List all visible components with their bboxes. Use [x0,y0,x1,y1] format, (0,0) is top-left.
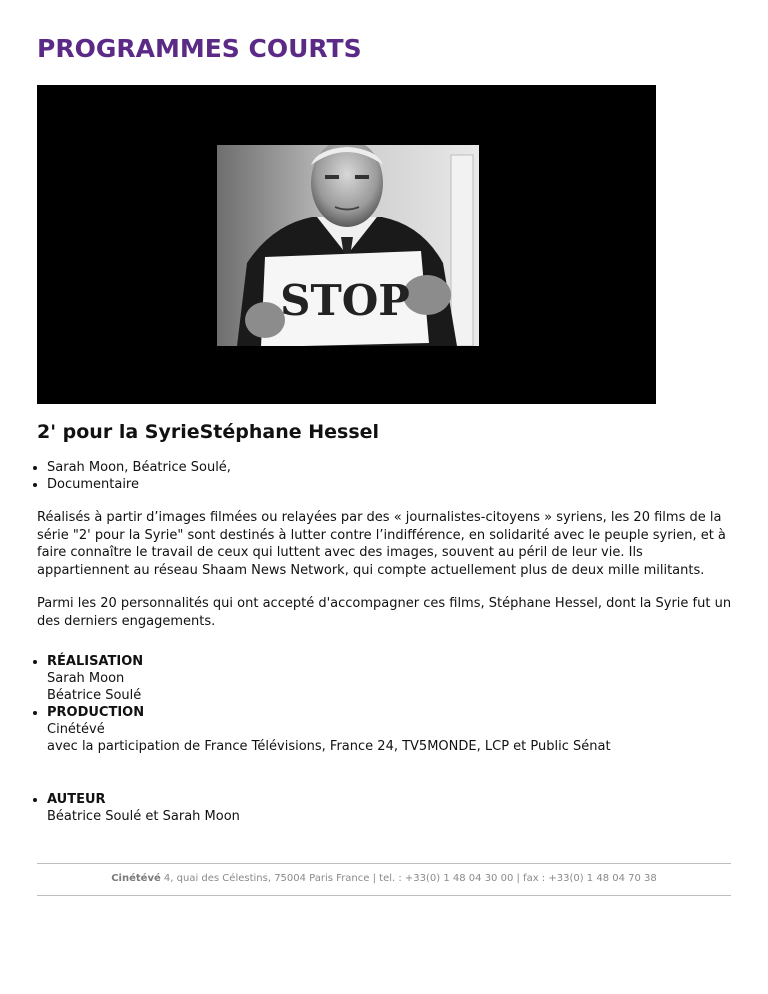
footer-brand: Cinétévé [111,873,161,884]
synopsis-paragraph: Réalisés à partir d’images filmées ou relayées par des « journalistes-citoyens » syriens, les 20 films de la série "2' pour la Syrie" sont destinés à lutter contre l’indifférence, en solidarité avec le peuple syrien, et à faire connaître le travail de ceux qui luttent avec des images, souvent au péril de leur vie. Ils appartiennent au réseau Shaam News Network, qui compte actuellement plus de deux mille militants. [37,510,726,578]
meta-authors: • Sarah Moon, Béatrice Soulé, [47,459,231,476]
credit-realisation [47,653,747,704]
credit-heading: • RÉALISATION [47,654,144,669]
hessel-paragraph: Parmi les 20 personnalités qui ont accepté d'accompagner ces films, Stéphane Hessel, dont la Syrie fut un des derniers engagements. [37,596,732,629]
portrait-photo [217,145,479,346]
footer-divider-top [37,863,731,864]
credit-line: Cinétévé [47,722,105,737]
credit-line: avec la participation de France Télévisions, France 24, TV5MONDE, LCP et Public Sénat [47,739,611,754]
credit-production [47,704,747,755]
film-title: 2' pour la SyrieStéphane Hessel [37,421,380,443]
footer-address: 4, quai des Célestins, 75004 Paris France | tel. : +33(0) 1 48 04 30 00 | fax : +33(0) 1 48 04 70 38 [160,873,657,884]
credit-heading: • AUTEUR [47,792,106,807]
credit-heading: • PRODUCTION [47,705,145,720]
page-title: PROGRAMMES COURTS [37,34,362,63]
meta-genre: • Documentaire [47,476,231,493]
stop-sign-text: STOP [280,276,410,325]
film-meta-list [28,459,231,493]
credit-line: Béatrice Soulé [47,688,142,703]
credit-line: Sarah Moon [47,671,125,686]
footer [37,873,731,884]
hero-video[interactable] [37,85,656,404]
credits-list [28,653,747,825]
footer-divider-bottom [37,895,731,896]
credit-line: Béatrice Soulé et Sarah Moon [47,809,240,824]
credit-auteur [47,791,747,825]
